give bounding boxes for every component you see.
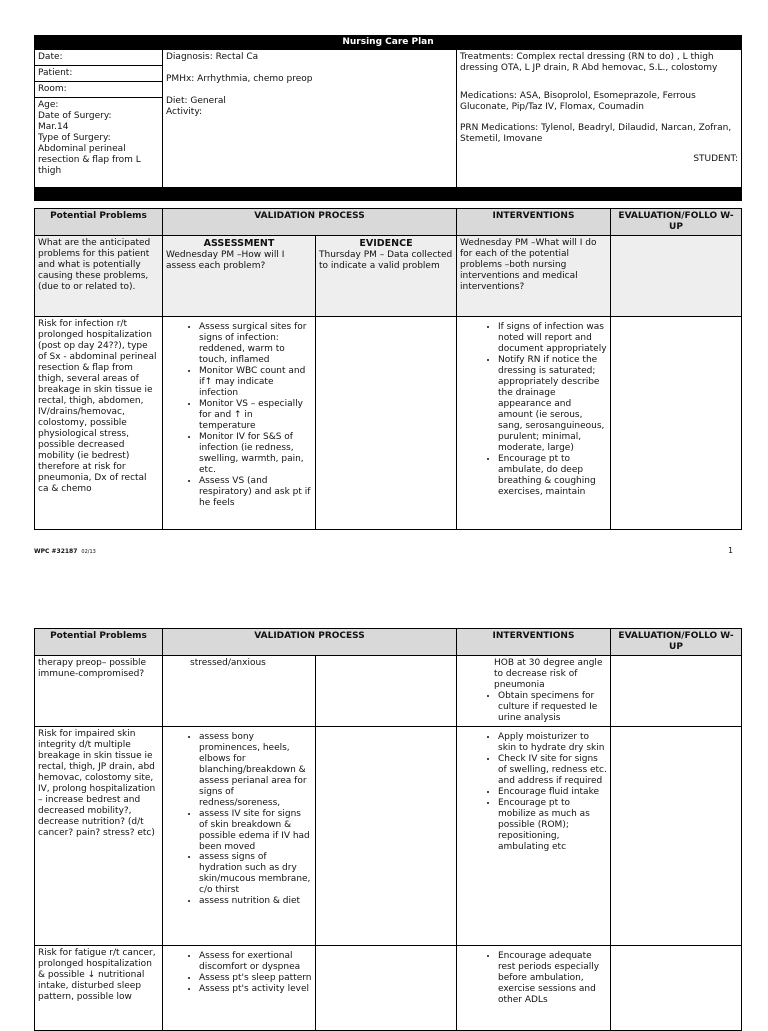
problem-infection: Risk for infection r/t prolonged hospitalization (post op day 24??), type of Sx - abdominal perineal resection & flap from thigh, several areas of breakage in skin tissue ie rectal, thigh, abdomen, IV/drains/hemovac, colostomy, possible physiological stress, possible decreased mobility (ie bedrest) therefore at risk for pneumonia, Dx of rectal ca & chemo <box>35 317 163 530</box>
guide-interventions: Wednesday PM –What will I do for each of the potential problems –both nursing interventions and medical interventions? <box>457 236 611 317</box>
list-item: • Encourage pt to mobilize as much as possible (ROM); repositioning, ambulating etc <box>498 798 607 853</box>
header-interventions: INTERVENTIONS <box>457 209 611 236</box>
list-item: • Assess pt's activity level <box>199 984 312 995</box>
list-item: • Apply moisturizer to skin to hydrate dry skin <box>498 732 607 754</box>
guide-assessment <box>163 236 316 317</box>
form-date: 02/13 <box>81 549 96 555</box>
assessment-list <box>166 951 312 995</box>
interventions-list <box>460 691 607 724</box>
assessment-guide-text: Wednesday PM –How will I assess each problem? <box>166 249 285 271</box>
form-code <box>34 548 96 555</box>
list-item: • assess bony prominences, heels, elbows for blanching/breakdown & assess perianal area for signs of redness/soreness, <box>199 732 312 809</box>
list-item: • Monitor IV for S&S of infection (ie redness, swelling, warmth, pain, etc. <box>199 432 312 476</box>
list-item: • Assess pt's sleep pattern <box>199 973 312 984</box>
prn-medications-text: PRN Medications: Tylenol, Beadryl, Dilaudid, Narcan, Zofran, Stemetil, Imovane <box>460 122 732 144</box>
interventions-infection <box>457 317 611 530</box>
problem-continued: therapy preop– possible immune-compromised? <box>35 656 163 727</box>
list-item: • Monitor VS – especially for and ↑ in temperature <box>199 399 312 432</box>
list-item: • assess nutrition & diet <box>199 896 312 907</box>
separator-bar <box>35 187 742 200</box>
evaluation-infection <box>611 317 742 530</box>
evidence-continued <box>316 656 457 727</box>
medications-text: Medications: ASA, Bisoprolol, Esomeprazole, Ferrous Gluconate, Pip/Taz IV, Flomax, Coumadin <box>460 90 696 112</box>
problem-skin-integrity: Risk for impaired skin integrity d/t multiple breakage in skin tissue ie rectal, thigh, JP drain, abd hemovac, colostomy site, IV, prolong hospitalization – increase bedrest and decreased mobility?, decrease nutrition? (d/t cancer? pain? stress? etc) <box>35 726 163 945</box>
student-label: STUDENT: <box>693 153 739 164</box>
list-item: • Encourage fluid intake <box>498 787 607 798</box>
interventions-skin-integrity <box>457 726 611 945</box>
page-title: Nursing Care Plan <box>35 36 742 50</box>
interventions-fatigue <box>457 945 611 1030</box>
interventions-continued-text: HOB at 30 degree angle to decrease risk of pneumonia <box>494 658 603 690</box>
assessment-list <box>166 322 312 508</box>
evidence-guide-text: Thursday PM – Data collected to indicate a valid problem <box>319 249 453 271</box>
interventions-list <box>460 732 607 853</box>
care-plan-table-page2 <box>34 628 742 1031</box>
patient-field: Patient: <box>35 65 163 81</box>
list-item: • assess signs of hydration such as dry skin/mucous membrane, c/o thirst <box>199 852 312 896</box>
header-evaluation: EVALUATION/FOLLO W-UP <box>611 209 742 236</box>
header-validation-process: VALIDATION PROCESS <box>163 629 457 656</box>
evidence-fatigue <box>316 945 457 1030</box>
evidence-skin-integrity <box>316 726 457 945</box>
assessment-skin-integrity <box>163 726 316 945</box>
list-item: • Encourage adequate rest periods especially before ambulation, exercise sessions and other ADLs <box>498 951 607 1006</box>
treatments-cell <box>457 49 742 187</box>
list-item: • Assess VS (and respiratory) and ask pt if he feels <box>199 476 312 509</box>
diagnosis-text: Diagnosis: Rectal Ca <box>166 51 259 62</box>
diagnosis-cell <box>163 49 457 187</box>
assessment-list <box>166 732 312 908</box>
assessment-fatigue <box>163 945 316 1030</box>
age-surgery-field: Age: Date of Surgery: Mar.14 Type of Surgery: Abdominal perineal resection & flap from L thigh <box>35 97 163 187</box>
header-potential-problems: Potential Problems <box>35 209 163 236</box>
assessment-infection <box>163 317 316 530</box>
guide-problems: What are the anticipated problems for this patient and what is potentially causing these problems, (due to or related to). <box>35 236 163 317</box>
diet-text: Diet: General <box>166 95 226 106</box>
date-field: Date: <box>35 49 163 65</box>
guide-evidence <box>316 236 457 317</box>
interventions-list <box>460 951 607 1006</box>
list-item: • If signs of infection was noted will report and document appropriately <box>498 322 607 355</box>
care-plan-header-table <box>34 35 742 201</box>
interventions-list <box>460 322 607 498</box>
guide-evaluation <box>611 236 742 317</box>
list-item: • Assess for exertional discomfort or dyspnea <box>199 951 312 973</box>
list-item: • Encourage pt to ambulate, do deep breathing & coughing exercises, maintain <box>498 454 607 498</box>
list-item: • Notify RN if notice the dressing is saturated; appropriately describe the drainage appearance and amount (ie serous, sang, serosanguineous, purulent; minimal, moderate, large) <box>498 355 607 454</box>
room-field: Room: <box>35 81 163 97</box>
activity-text: Activity: <box>166 106 203 117</box>
list-item: • Check IV site for signs of swelling, redness etc. and address if required <box>498 754 607 787</box>
pmhx-text: PMHx: Arrhythmia, chemo preop <box>166 73 313 84</box>
evidence-title: EVIDENCE <box>359 238 413 249</box>
header-interventions: INTERVENTIONS <box>457 629 611 656</box>
header-potential-problems: Potential Problems <box>35 629 163 656</box>
assessment-continued-text: stressed/anxious <box>190 658 266 668</box>
assessment-title: ASSESSMENT <box>203 238 275 249</box>
page-number: 1 <box>728 546 734 555</box>
problem-fatigue: Risk for fatigue r/t cancer, prolonged hospitalization & possible ↓ nutritional intake, disturbed sleep pattern, possible low <box>35 945 163 1030</box>
evaluation-fatigue <box>611 945 742 1030</box>
care-plan-table-page1 <box>34 208 742 530</box>
evaluation-skin-integrity <box>611 726 742 945</box>
header-validation-process: VALIDATION PROCESS <box>163 209 457 236</box>
header-evaluation: EVALUATION/FOLLO W-UP <box>611 629 742 656</box>
evidence-infection <box>316 317 457 530</box>
assessment-continued <box>163 656 316 727</box>
list-item: • Obtain specimens for culture if requested Ie urine analysis <box>498 691 607 724</box>
evaluation-continued <box>611 656 742 727</box>
list-item: • Monitor WBC count and if↑ may indicate infection <box>199 366 312 399</box>
form-code-text: WPC #32187 <box>34 548 78 555</box>
list-item: • Assess surgical sites for signs of infection: reddened, warm to touch, inflamed <box>199 322 312 366</box>
list-item: • assess IV site for signs of skin breakdown & possible edema if IV had been moved <box>199 809 312 853</box>
interventions-continued <box>457 656 611 727</box>
treatments-text: Treatments: Complex rectal dressing (RN to do) , L thigh dressing OTA, L JP drain, R Abd hemovac, S.L., colostomy <box>460 51 718 73</box>
